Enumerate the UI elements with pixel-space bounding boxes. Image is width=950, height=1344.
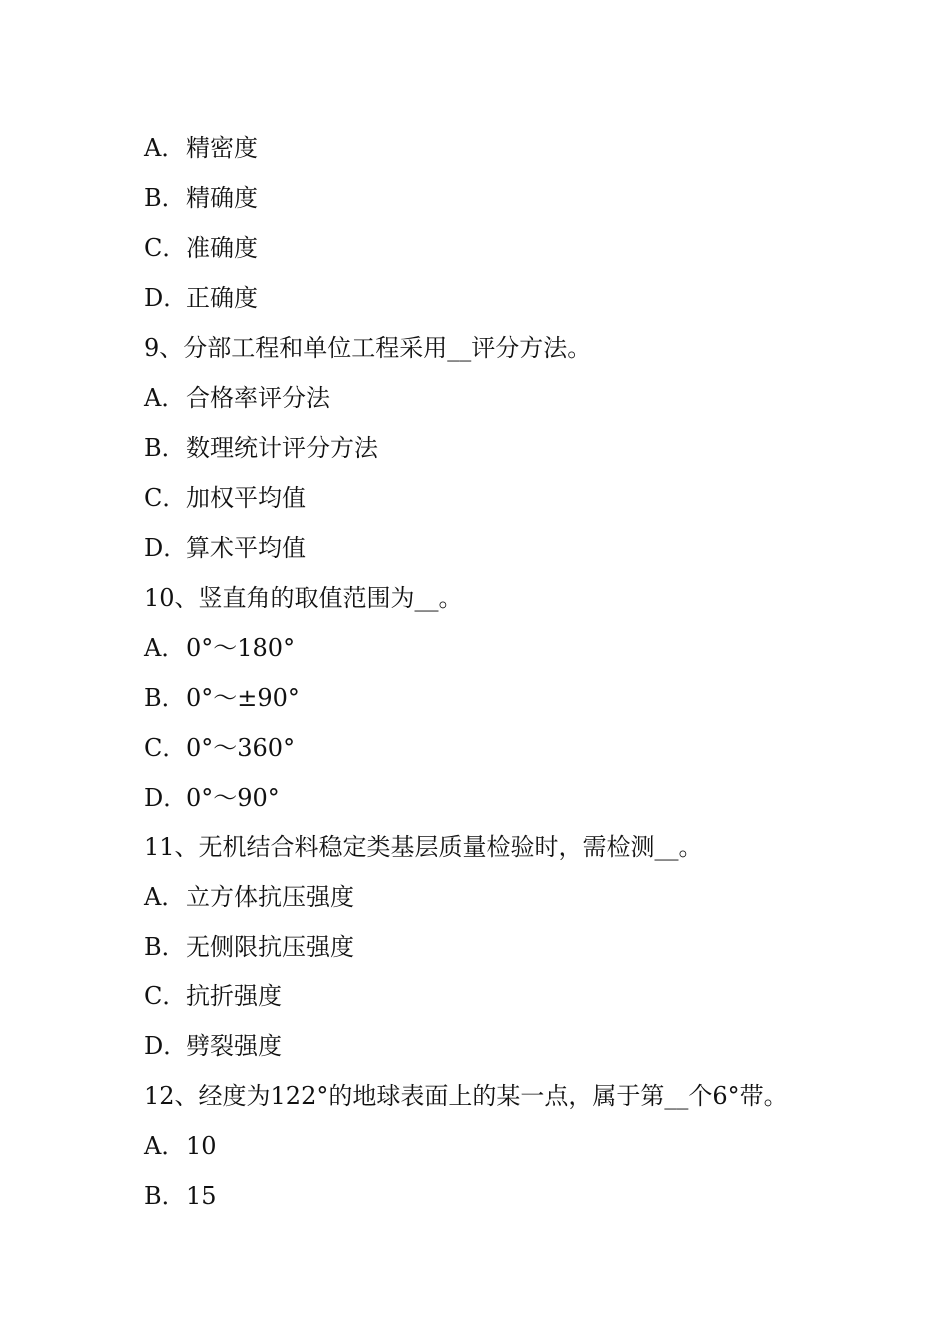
option-letter: C． <box>144 734 187 762</box>
option-text: 15 <box>186 1182 217 1210</box>
question-text: 10、竖直角的取值范围为__。 <box>144 584 463 612</box>
option-text: 0°～360° <box>186 734 296 762</box>
option-line <box>144 283 258 313</box>
option-text: 0°～90° <box>186 784 280 812</box>
option-letter: B． <box>144 933 186 961</box>
option-letter: C． <box>144 982 187 1010</box>
option-letter: B． <box>144 684 186 712</box>
question-text: 11、无机结合料稳定类基层质量检验时，需检测__。 <box>144 833 703 861</box>
option-letter: D． <box>144 534 188 562</box>
option-text: 抗折强度 <box>186 982 282 1010</box>
option-line <box>144 433 378 463</box>
option-line <box>144 383 330 413</box>
option-text: 正确度 <box>186 284 258 312</box>
option-letter: C． <box>144 234 187 262</box>
option-text: 准确度 <box>186 234 258 262</box>
option-line <box>144 483 306 513</box>
option-letter: C． <box>144 484 187 512</box>
question-text: 12、经度为122°的地球表面上的某一点，属于第__个6°带。 <box>144 1082 788 1110</box>
option-line <box>144 233 258 263</box>
option-line <box>144 981 282 1011</box>
option-text: 立方体抗压强度 <box>186 883 354 911</box>
option-line <box>144 733 295 763</box>
question-text: 9、分部工程和单位工程采用__评分方法。 <box>144 334 592 362</box>
option-line <box>144 882 354 912</box>
option-letter: A． <box>144 384 186 412</box>
option-line <box>144 783 280 813</box>
option-letter: A． <box>144 883 186 911</box>
option-letter: B． <box>144 1182 186 1210</box>
option-line <box>144 633 295 663</box>
option-line <box>144 932 354 962</box>
option-text: 合格率评分法 <box>186 384 330 412</box>
option-letter: A． <box>144 634 186 662</box>
option-text: 无侧限抗压强度 <box>186 933 354 961</box>
option-text: 0°～±90° <box>186 684 300 712</box>
option-text: 精密度 <box>186 134 258 162</box>
option-letter: D． <box>144 784 188 812</box>
option-letter: D． <box>144 1032 188 1060</box>
option-text: 加权平均值 <box>186 484 306 512</box>
option-text: 精确度 <box>186 184 258 212</box>
option-text: 数理统计评分方法 <box>186 434 378 462</box>
option-text: 0°～180° <box>186 634 296 662</box>
option-line <box>144 133 258 163</box>
option-line <box>144 533 306 563</box>
option-line <box>144 1131 217 1161</box>
option-line <box>144 1031 282 1061</box>
option-letter: B． <box>144 434 186 462</box>
option-letter: B． <box>144 184 186 212</box>
option-letter: A． <box>144 1132 186 1160</box>
option-line <box>144 183 258 213</box>
option-letter: A． <box>144 134 186 162</box>
option-letter: D． <box>144 284 188 312</box>
option-text: 算术平均值 <box>186 534 306 562</box>
option-line <box>144 1181 217 1211</box>
option-line <box>144 683 300 713</box>
option-text: 10 <box>186 1132 217 1160</box>
option-text: 劈裂强度 <box>186 1032 282 1060</box>
